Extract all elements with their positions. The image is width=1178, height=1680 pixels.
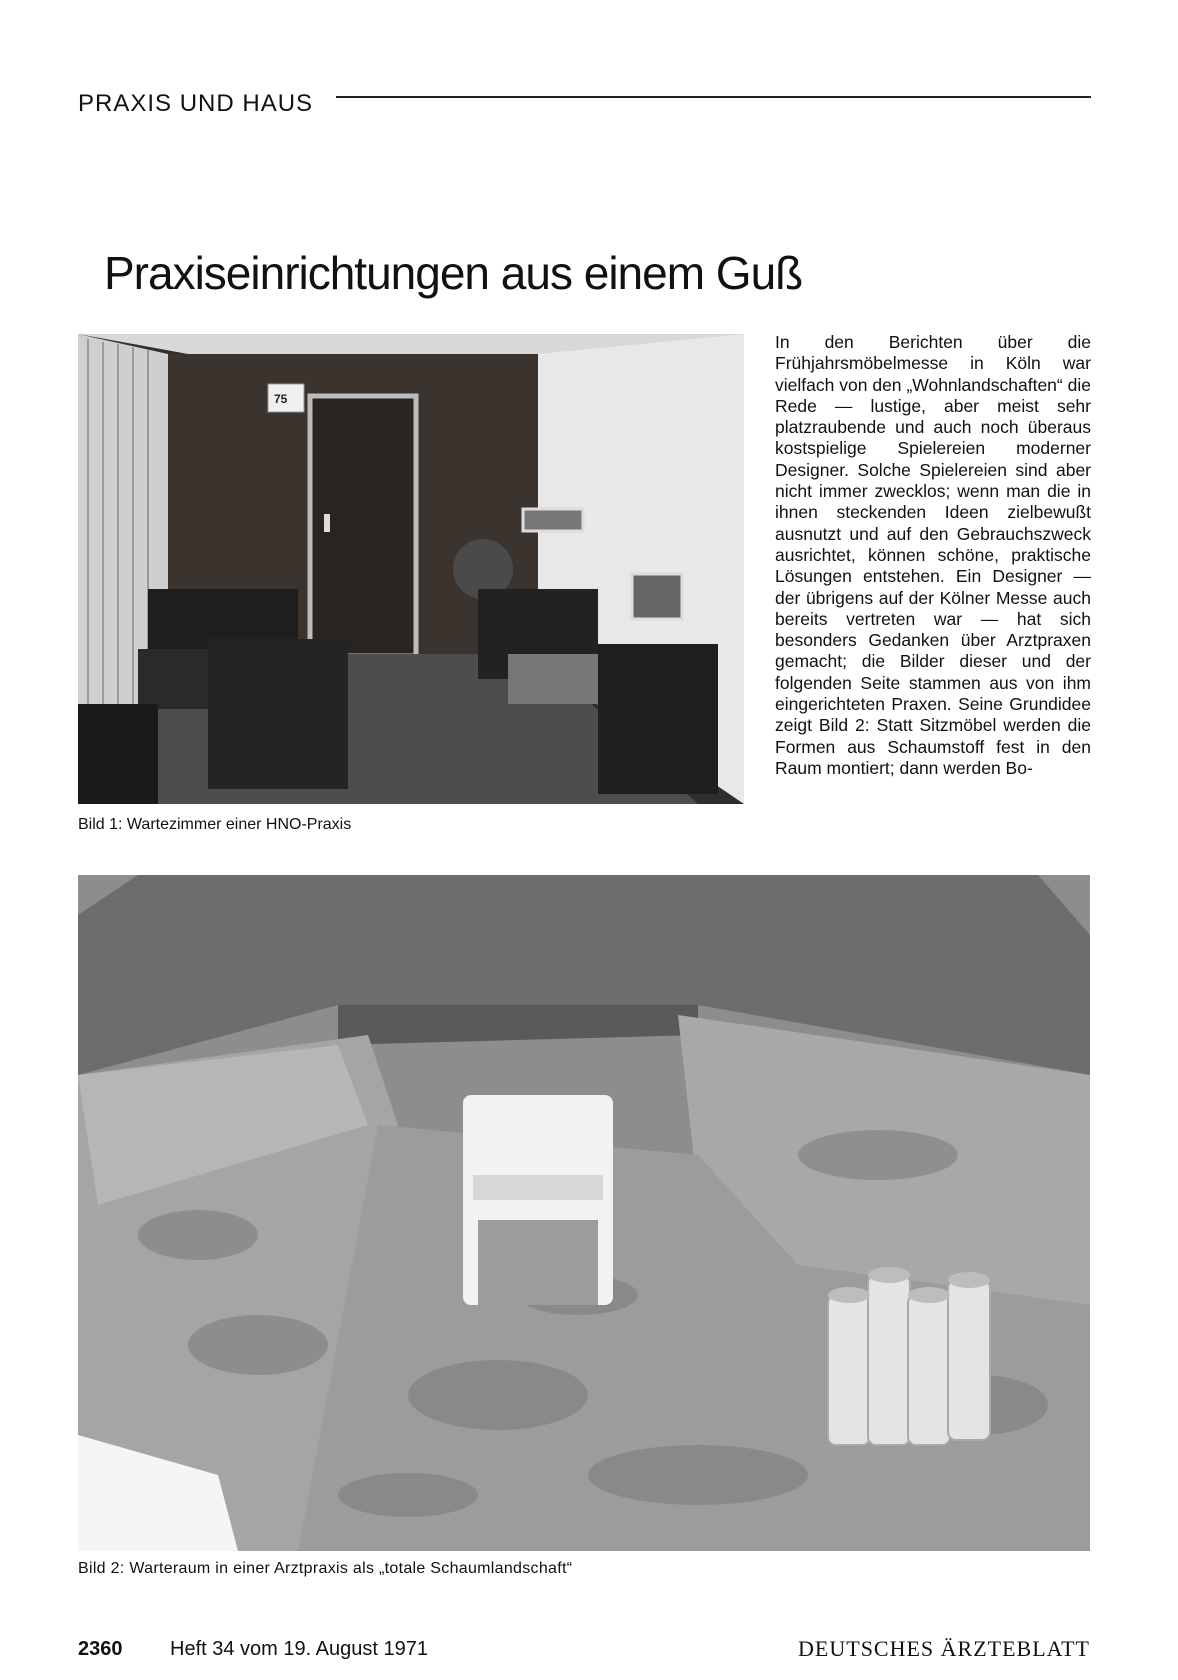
article-title: Praxiseinrichtungen aus einem Guß	[104, 247, 803, 299]
figure-1-caption: Bild 1: Wartezimmer einer HNO-Praxis	[78, 816, 352, 833]
figure-2-caption: Bild 2: Warteraum in einer Arztpraxis als „totale Schaumlandschaft“	[78, 1560, 573, 1577]
photo-waiting-room	[78, 334, 744, 804]
article-body: In den Berichten über die Frühjahrsmöbelmesse in Köln war vielfach von den „Wohnlandschaften“ die Rede — lustige, aber meist sehr platzraubende und auch noch überaus kostspielige Spielereien moderner Designer. Solche Spielereien sind aber nicht immer zwecklos; wenn man die in ihnen steckenden Ideen zielbewußt ausnutzt und auf den Gebrauchszweck ausrichtet, können schöne, praktische Lösungen entstehen. Ein Designer — der übrigens auf der Kölner Messe auch bereits vertreten war — hat sich besonders Gedanken über Arztpraxen gemacht; die Bilder dieser und der folgenden Seite stammen aus von ihm eingerichteten Praxen. Seine Grundidee zeigt Bild 2: Statt Sitzmöbel werden die Formen aus Schaumstoff fest in den Raum montiert; dann werden Bo-	[775, 332, 1091, 778]
issue-info: Heft 34 vom 19. August 1971	[170, 1638, 428, 1660]
page-number: 2360	[78, 1638, 123, 1660]
journal-name: DEUTSCHES ÄRZTEBLATT	[798, 1636, 1090, 1661]
room-number-sign: 75	[274, 392, 288, 406]
section-label: PRAXIS UND HAUS	[78, 90, 314, 117]
header-rule	[336, 96, 1091, 98]
photo-foam-landscape	[78, 875, 1090, 1551]
